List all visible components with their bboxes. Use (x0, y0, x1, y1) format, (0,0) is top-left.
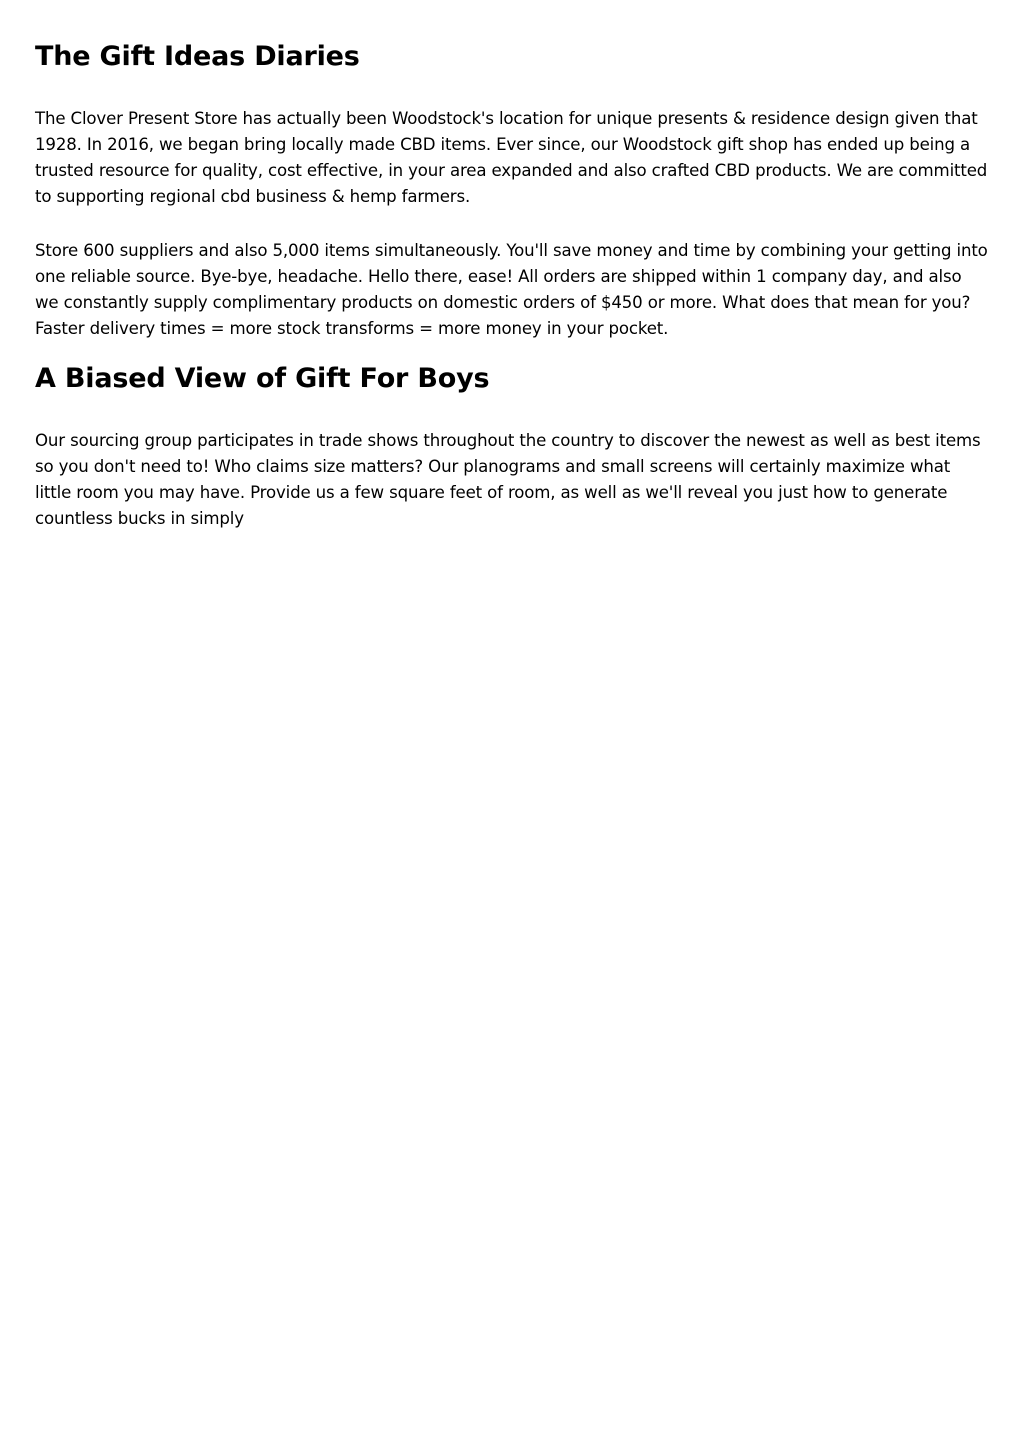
paragraph-sourcing-group: Our sourcing group participates in trade shows throughout the country to discover the newest as well as best items so you don't need to! Who claims size matters? Our planograms and small screens will certainly maximize what little room you may have. Provide us a few square feet of room, as well as we'll reveal you just how to generate countless bucks in simply (35, 431, 981, 528)
document-page (35, 38, 990, 532)
section-heading-biased-view: A Biased View of Gift For Boys (35, 363, 490, 394)
section-heading-gift-ideas-diaries: The Gift Ideas Diaries (35, 41, 360, 72)
paragraph-clover-present-store: The Clover Present Store has actually been Woodstock's location for unique presents & residence design given that 1928. In 2016, we began bring locally made CBD items. Ever since, our Woodstock gift shop has ended up being a trusted resource for quality, cost effective, in your area expanded and also crafted CBD products. We are committed to supporting regional cbd business & hemp farmers. (35, 109, 988, 206)
paragraph-store-suppliers: Store 600 suppliers and also 5,000 items simultaneously. You'll save money and time by combining your getting into one reliable source. Bye-bye, headache. Hello there, ease! All orders are shipped within 1 company day, and also we constantly supply complimentary products on domestic orders of $450 or more. What does that mean for you? Faster delivery times = more stock transforms = more money in your pocket. (35, 241, 988, 338)
